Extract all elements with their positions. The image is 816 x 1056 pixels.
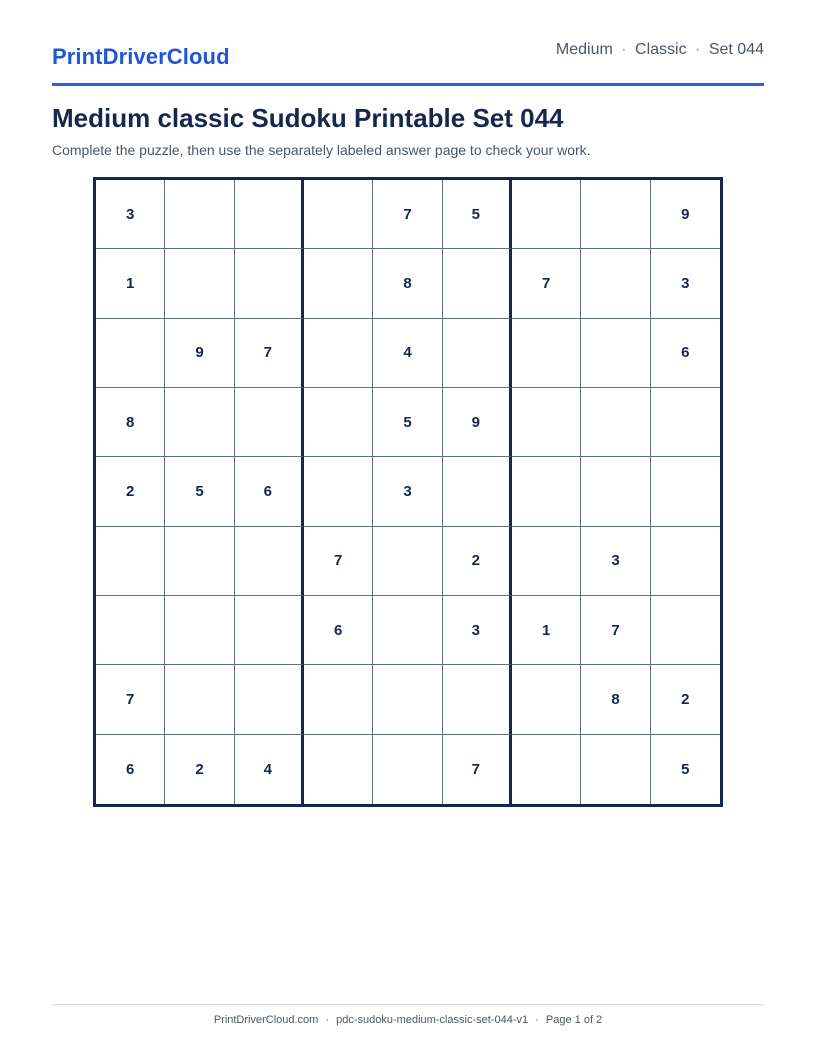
sudoku-cell-r9-c6: 7 [443,735,512,804]
sudoku-cell-r4-c9 [651,388,720,457]
sudoku-cell-r2-c7: 7 [512,249,581,318]
sudoku-cell-r4-c5: 5 [373,388,442,457]
sudoku-cell-r5-c4 [304,457,373,526]
sudoku-cell-r4-c1: 8 [96,388,165,457]
sudoku-cell-r1-c8 [581,180,650,249]
sudoku-cell-r4-c6: 9 [443,388,512,457]
sudoku-cell-r2-c3 [235,249,304,318]
sudoku-cell-r7-c5 [373,596,442,665]
sudoku-cell-r6-c3 [235,527,304,596]
meta-separator: · [695,41,701,58]
sudoku-cell-r1-c7 [512,180,581,249]
sudoku-cell-r2-c4 [304,249,373,318]
sudoku-cell-r2-c5: 8 [373,249,442,318]
sudoku-cell-r3-c1 [96,319,165,388]
sudoku-cell-r9-c4 [304,735,373,804]
sudoku-cell-r5-c6 [443,457,512,526]
meta-separator: · [621,41,627,58]
sudoku-cell-r5-c9 [651,457,720,526]
sudoku-cell-r6-c6: 2 [443,527,512,596]
sudoku-cell-r3-c6 [443,319,512,388]
meta-variant: Classic [635,41,687,58]
sudoku-cell-r9-c1: 6 [96,735,165,804]
footer-separator: · [325,1014,330,1026]
sudoku-cell-r4-c7 [512,388,581,457]
footer-page: Page 1 of 2 [545,1014,603,1026]
sudoku-cell-r9-c8 [581,735,650,804]
sudoku-cell-r3-c5: 4 [373,319,442,388]
sudoku-cell-r9-c5 [373,735,442,804]
sudoku-cell-r6-c8: 3 [581,527,650,596]
sudoku-cell-r8-c4 [304,665,373,734]
sudoku-cell-r5-c7 [512,457,581,526]
meta-set: Set 044 [708,41,764,58]
sudoku-grid [93,177,723,807]
sudoku-cell-r8-c9: 2 [651,665,720,734]
sudoku-cell-r3-c2: 9 [165,319,234,388]
sudoku-cell-r4-c2 [165,388,234,457]
page-footer [52,1014,764,1026]
page-header [52,0,764,86]
sudoku-cell-r9-c3: 4 [235,735,304,804]
sudoku-cell-r4-c3 [235,388,304,457]
sudoku-cell-r8-c3 [235,665,304,734]
footer-code: pdc-sudoku-medium-classic-set-044-v1 [336,1014,529,1026]
sudoku-cell-r6-c4: 7 [304,527,373,596]
sudoku-cell-r7-c3 [235,596,304,665]
sudoku-cell-r3-c8 [581,319,650,388]
sudoku-cell-r2-c2 [165,249,234,318]
sudoku-cell-r3-c7 [512,319,581,388]
sudoku-cell-r4-c8 [581,388,650,457]
sudoku-cell-r8-c6 [443,665,512,734]
sudoku-cell-r8-c8: 8 [581,665,650,734]
sudoku-cell-r9-c9: 5 [681,760,690,778]
puzzle-meta [556,41,764,59]
sudoku-cell-r9-c2: 2 [165,735,234,804]
sudoku-cell-r6-c9 [651,527,720,596]
meta-difficulty: Medium [555,41,613,58]
sudoku-cell-r6-c2 [165,527,234,596]
sudoku-cell-r5-c1: 2 [96,457,165,526]
sudoku-cell-r7-c4: 6 [304,596,373,665]
sudoku-cell-r6-c1 [96,527,165,596]
sudoku-cell-r7-c8: 7 [581,596,650,665]
sudoku-cell-r7-c1 [96,596,165,665]
sudoku-cell-r1-c9: 9 [651,180,720,249]
sudoku-cell-r3-c3: 7 [235,319,304,388]
sudoku-cell-r6-c7 [512,527,581,596]
sudoku-cell-r1-c6: 5 [443,180,512,249]
sudoku-cell-r1-c5: 7 [373,180,442,249]
page-title: Medium classic Sudoku Printable Set 044 [52,103,564,133]
sudoku-cell-r2-c9: 3 [651,249,720,318]
sudoku-cell-r5-c8 [581,457,650,526]
sudoku-cell-r5-c5: 3 [373,457,442,526]
sudoku-cell-r5-c2: 5 [165,457,234,526]
sudoku-cell-r8-c1: 7 [96,665,165,734]
sudoku-cell-r3-c4 [304,319,373,388]
sudoku-cell-r1-c4 [304,180,373,249]
footer-separator: · [535,1014,539,1026]
sudoku-cell-r1-c1: 3 [96,180,165,249]
sudoku-cell-r4-c4 [304,388,373,457]
sudoku-cell-r6-c5 [373,527,442,596]
sudoku-cell-r7-c2 [165,596,234,665]
sudoku-cell-r9-c7 [512,735,581,804]
sudoku-cell-r1-c3 [235,180,304,249]
sudoku-cell-r2-c6 [443,249,512,318]
page-subtitle: Complete the puzzle, then use the separately labeled answer page to check your work. [52,142,591,158]
sudoku-cell-r1-c2 [165,180,234,249]
sudoku-cell-r7-c6: 3 [443,596,512,665]
sudoku-cell-r8-c7 [512,665,581,734]
footer-divider [52,1004,764,1005]
sudoku-cell-r8-c2 [165,665,234,734]
footer-site: PrintDriverCloud.com [213,1014,319,1026]
sudoku-cell-r2-c8 [581,249,650,318]
sudoku-cell-r7-c7: 1 [512,596,581,665]
sudoku-cell-r2-c1: 1 [96,249,165,318]
brand-logo: PrintDriverCloud [52,44,230,69]
sudoku-cell-r3-c9: 6 [651,319,720,388]
sudoku-cell-r5-c3: 6 [235,457,304,526]
sudoku-cell-r7-c9 [651,596,720,665]
sudoku-cell-r8-c5 [373,665,442,734]
